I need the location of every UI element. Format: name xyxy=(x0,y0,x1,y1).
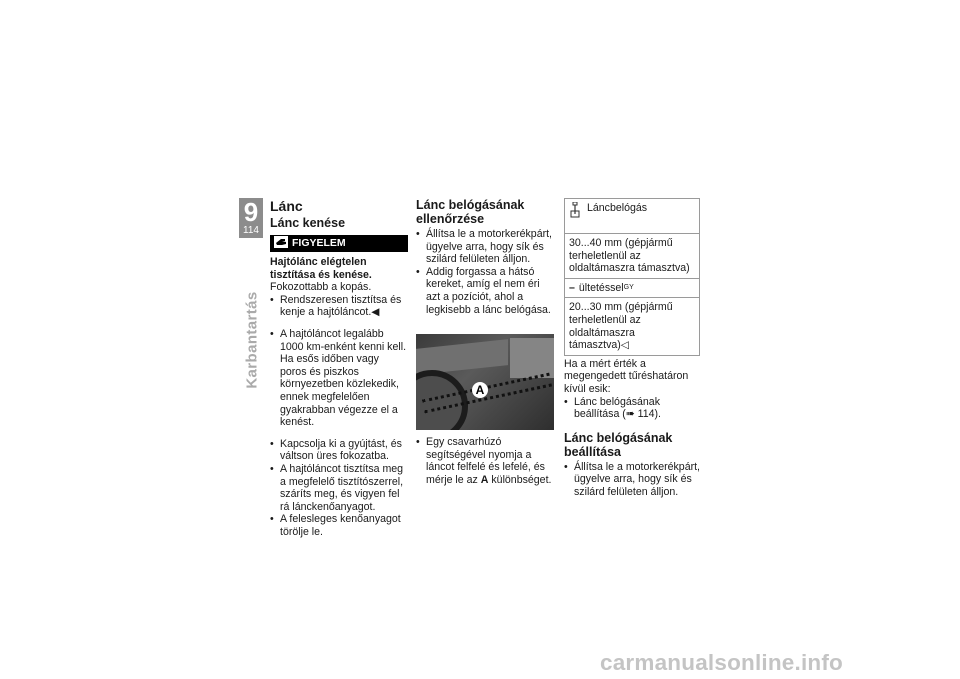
measure-text-pre: Egy csavarhúzó segítségével nyomja a láncot felfelé és lefelé, és mérje le az xyxy=(426,436,545,486)
section-title-sag-check: Lánc belógásának ellenőrzése xyxy=(416,198,525,226)
list-item: • Rendszeresen tisztítsa és kenje a hajtóláncot.◀ xyxy=(270,294,408,319)
section-title-chain: Lánc xyxy=(270,198,303,214)
sag-check-steps-list xyxy=(416,228,554,316)
spec-value-standard: 30...40 mm (gépjármű terheletlenül az oldaltámaszra támasztva) xyxy=(565,234,700,279)
sag-measure-list xyxy=(416,436,554,486)
column-sag-check xyxy=(416,198,554,487)
warning-heading: Hajtólánc elégtelen tisztítása és kenése. xyxy=(270,256,372,281)
warning-text: Fokozottabb a kopás. xyxy=(270,281,372,294)
lubrication-steps-list xyxy=(270,438,408,539)
photo-callout-a: A xyxy=(472,382,488,398)
list-item: • Addig forgassa a hátsó kereket, amíg el nem éri azt a pozíciót, ahol a legkisebb a lánc belógása. xyxy=(416,266,554,316)
sag-adjust-list xyxy=(564,461,700,499)
spec-title: Láncbelógás xyxy=(587,202,648,214)
list-item xyxy=(416,436,554,486)
watermark: carmanualsonline.info xyxy=(600,650,843,675)
subsection-title-lubrication: Lánc kenése xyxy=(270,216,346,230)
list-item: • Állítsa le a motorkerékpárt, ügyelve arra, hogy sík és szilárd felületen álljon. xyxy=(564,461,700,499)
tolerance-list xyxy=(564,396,700,421)
chain-photo xyxy=(416,334,554,430)
chapter-tab xyxy=(239,198,263,238)
spec-sub-heading xyxy=(569,282,695,295)
list-item: • Kapcsolja ki a gyújtást, és váltson üres fokozatba. xyxy=(270,438,408,463)
spec-sub-sup: GY xyxy=(623,283,634,291)
list-item: • Állítsa le a motorkerékpárt, ügyelve arra, hogy sík és szilárd felületen álljon. xyxy=(416,228,554,266)
warning-banner xyxy=(270,235,408,252)
tolerance-text: Ha a mért érték a megengedett tűréshatáron kívül esik: xyxy=(564,357,689,395)
warning-hand-icon xyxy=(274,236,288,252)
list-item: • A hajtóláncot tisztítsa meg a megfelelő tisztítószerrel, száríts meg, és vigyen fel rá lánckenőanyagot. xyxy=(270,463,408,513)
chapter-number: 9 xyxy=(243,197,259,227)
column-chain-lubrication xyxy=(270,198,408,538)
chapter-side-label: Karbantartás xyxy=(243,291,261,389)
dash-icon: – xyxy=(569,281,575,294)
chain-sag-spec-table xyxy=(564,198,700,356)
column-sag-spec xyxy=(564,198,700,499)
wrench-spec-icon xyxy=(569,202,587,222)
page-number: 114 xyxy=(243,225,259,236)
list-item: • A felesleges kenőanyagot törölje le. xyxy=(270,513,408,538)
lubrication-interval-list xyxy=(270,328,408,429)
spec-value-lowered: 20...30 mm (gépjármű terheletlenül az oldaltámaszra támasztva)◁ xyxy=(569,301,673,352)
spec-sub-label: ültetéssel xyxy=(578,281,624,294)
lubrication-warning-list xyxy=(270,294,408,319)
measure-callout-a: A xyxy=(480,473,489,486)
measure-text-post: különbséget. xyxy=(491,473,552,486)
list-item: • Lánc belógásának beállítása (➠ 114). xyxy=(564,396,700,421)
list-item: • A hajtóláncot legalább 1000 km-enként kenni kell. Ha esős időben vagy poros és piszkos környezetben közlekedik, ennek megfelelően gyakrabban végezze el a kenést. xyxy=(270,328,408,429)
section-title-sag-adjust: Lánc belógásának beállítása xyxy=(564,430,673,459)
warning-label: FIGYELEM xyxy=(292,237,346,250)
